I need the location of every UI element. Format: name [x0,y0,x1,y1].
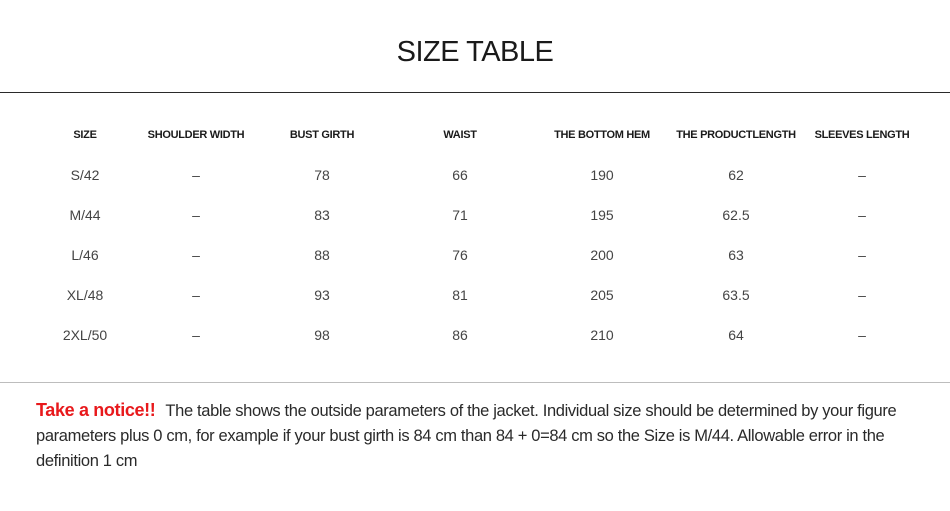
notice-lead: Take a notice!! [36,400,156,420]
title-divider [0,92,950,93]
table-cell-bust-girth: 88 [314,247,330,263]
table-cell-shoulder-width: – [192,167,200,183]
column-header-bottom-hem: THE BOTTOM HEM [554,129,650,141]
table-cell-sleeves-length: – [858,287,866,303]
column-header-sleeves-length: SLEEVES LENGTH [814,129,910,141]
table-cell-shoulder-width: – [192,207,200,223]
table-cell-shoulder-width: – [192,247,200,263]
table-cell-product-length: 62 [728,167,744,183]
table-cell-sleeves-length: – [858,327,866,343]
table-cell-product-length: 64 [728,327,744,343]
table-cell-bottom-hem: 210 [590,327,614,343]
table-cell-sleeves-length: – [858,247,866,263]
notice-text [36,398,926,474]
column-header-product-length: THE PRODUCTLENGTH [676,129,796,141]
table-cell-size: S/42 [70,167,100,183]
table-cell-sleeves-length: – [858,207,866,223]
table-cell-product-length: 62.5 [722,207,750,223]
table-cell-bottom-hem: 190 [590,167,614,183]
table-cell-bust-girth: 93 [314,287,330,303]
table-cell-shoulder-width: – [192,287,200,303]
column-header-shoulder-width: SHOULDER WIDTH [147,129,245,141]
table-cell-product-length: 63.5 [722,287,750,303]
table-divider [0,382,950,383]
table-cell-bottom-hem: 200 [590,247,614,263]
table-cell-waist: 71 [452,207,468,223]
table-cell-size: XL/48 [66,287,104,303]
notice-body: The table shows the outside parameters of the jacket. Individual size should be determined by your figure parameters plus 0 cm, for example if your bust girth is 84 cm than 84 + 0=84 cm so the Size is M/44. Allowable error in the definition 1 cm [36,402,897,470]
table-cell-bottom-hem: 195 [590,207,614,223]
size-table [0,120,950,360]
table-cell-bottom-hem: 205 [590,287,614,303]
table-cell-sleeves-length: – [858,167,866,183]
table-cell-shoulder-width: – [192,327,200,343]
column-header-bust-girth: BUST GIRTH [289,129,355,141]
table-cell-bust-girth: 78 [314,167,330,183]
column-header-waist: WAIST [443,129,477,141]
table-cell-product-length: 63 [728,247,744,263]
table-cell-size: M/44 [69,207,101,223]
page-title: SIZE TABLE [396,36,554,68]
table-cell-size: L/46 [71,247,99,263]
table-cell-size: 2XL/50 [62,327,108,343]
table-cell-waist: 86 [452,327,468,343]
column-header-size: SIZE [73,129,97,141]
table-cell-bust-girth: 98 [314,327,330,343]
table-cell-bust-girth: 83 [314,207,330,223]
table-cell-waist: 81 [452,287,468,303]
table-cell-waist: 76 [452,247,468,263]
table-cell-waist: 66 [452,167,468,183]
